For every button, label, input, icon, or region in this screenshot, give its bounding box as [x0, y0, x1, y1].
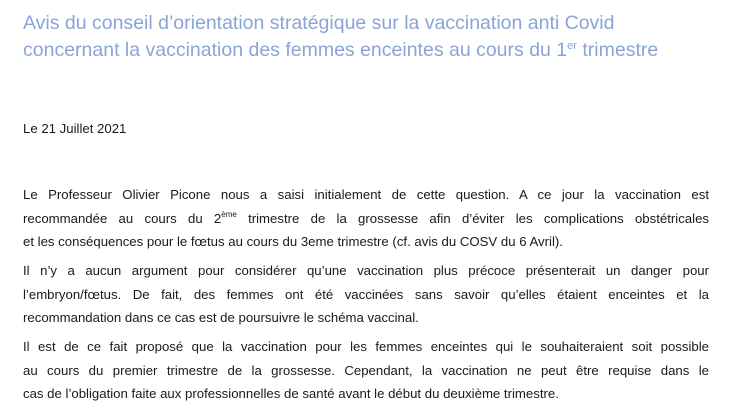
paragraph-1	[23, 183, 709, 254]
document-date: Le 21 Juillet 2021	[23, 121, 127, 136]
paragraph-3-line-1: Il est de ce fait proposé que la vaccination pour les femmes enceintes qui le souhaiteraient soit possible	[23, 339, 709, 354]
document-title	[23, 10, 723, 64]
paragraph-1-line-2-start: recommandée au cours du 2	[23, 210, 222, 226]
title-superscript: er	[567, 40, 577, 52]
title-line-2-end: trimestre	[576, 39, 659, 61]
paragraph-2-line-3: recommandation dans ce cas est de poursuivre le schéma vaccinal.	[23, 310, 419, 325]
paragraph-1-superscript: ème	[221, 209, 237, 219]
paragraph-2-line-1: Il n’y a aucun argument pour considérer qu’une vaccination plus précoce présenterait un danger pour	[23, 263, 709, 278]
paragraph-2-line-2: l’embryon/fœtus. De fait, des femmes ont été vaccinées sans savoir qu’elles étaient enceintes et la	[23, 286, 709, 302]
paragraph-1-line-1: Le Professeur Olivier Picone nous a saisi initialement de cette question. A ce jour la vaccination est	[23, 187, 709, 202]
paragraph-1-line-3: et les conséquences pour le fœtus au cours du 3eme trimestre (cf. avis du COSV du 6 Avril).	[23, 234, 563, 249]
paragraph-2	[23, 259, 709, 330]
paragraph-3-line-2: au cours du premier trimestre de la grossesse. Cependant, la vaccination ne peut être requise dans le	[23, 362, 709, 378]
paragraph-3-line-3: cas de l’obligation faite aux professionnelles de santé avant le début du deuxième trimestre.	[23, 386, 559, 401]
paragraph-3	[23, 335, 709, 406]
title-line-1: Avis du conseil d’orientation stratégique sur la vaccination anti Covid	[23, 12, 615, 34]
paragraph-1-line-2-end: trimestre de la grossesse afin d’éviter les complications obstétricales	[236, 210, 709, 226]
title-line-2-text: concernant la vaccination des femmes enceintes au cours du 1	[23, 39, 568, 61]
paragraph-1-line-2	[23, 207, 709, 231]
title-line-2	[23, 37, 723, 64]
